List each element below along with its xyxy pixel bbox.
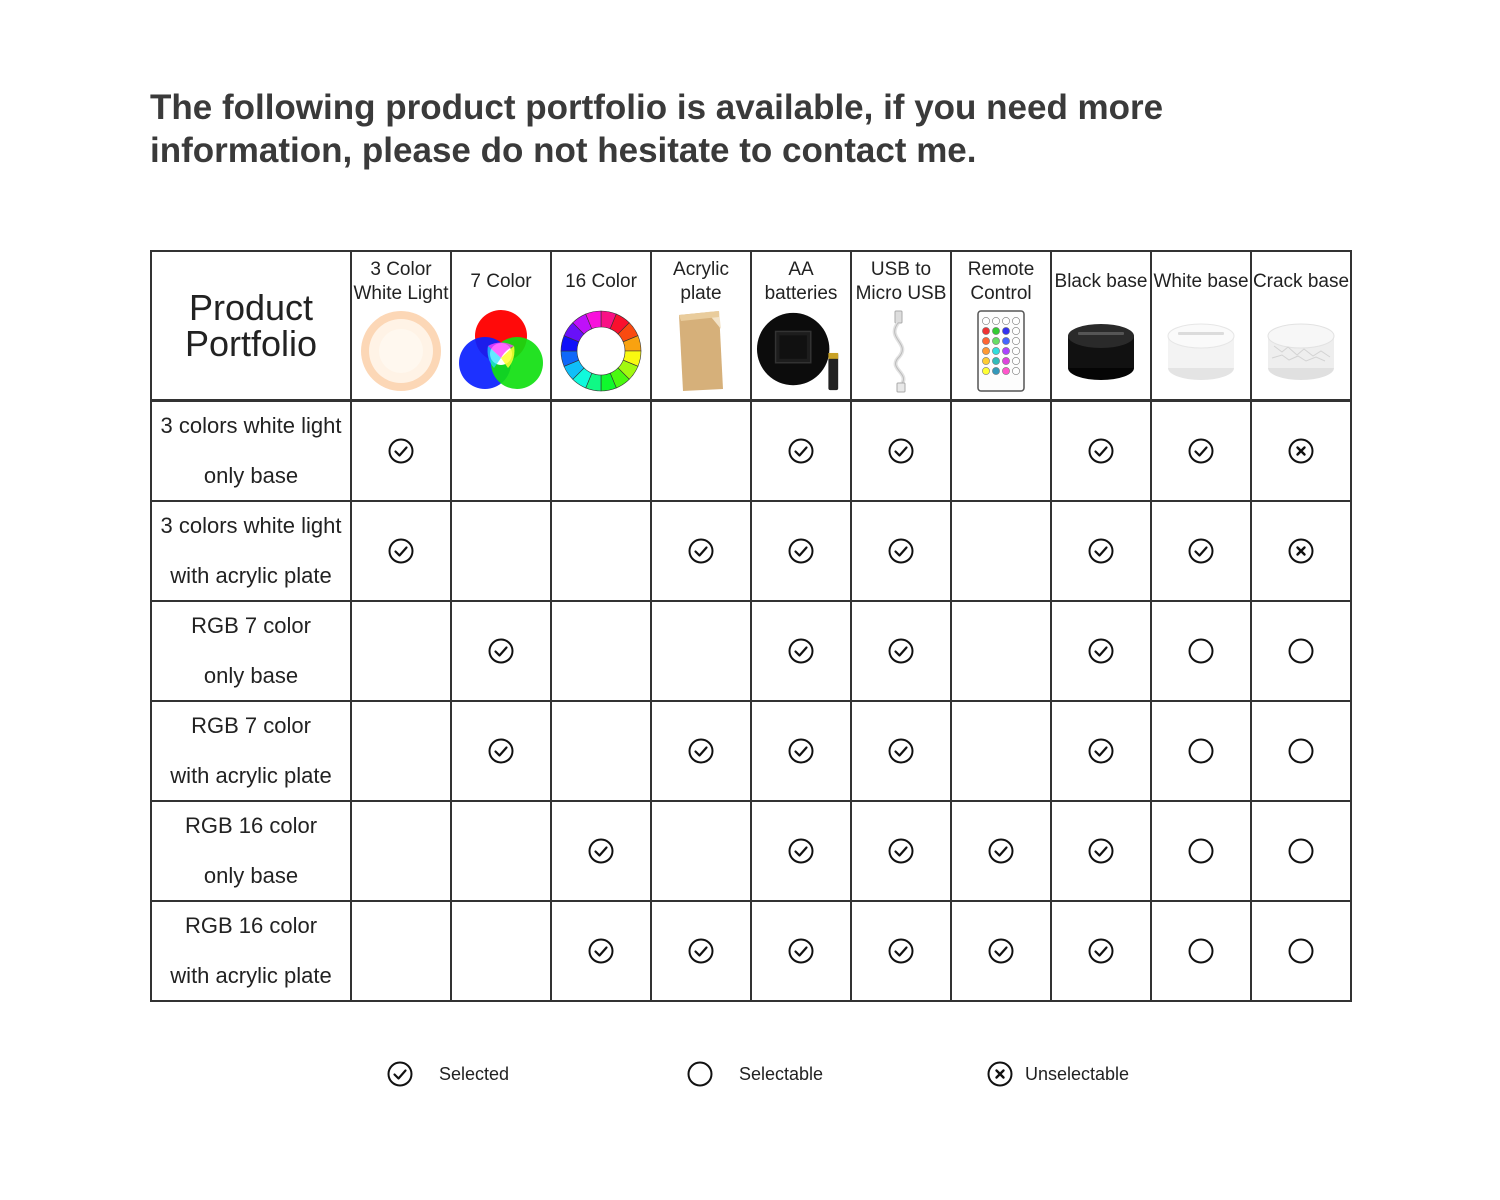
- empty-circle-icon: [1188, 638, 1214, 664]
- empty-circle-icon: [1288, 938, 1314, 964]
- check-circle-icon: [888, 938, 914, 964]
- column-header-sixteen-color: [552, 252, 652, 402]
- legend-selected-label: Selected: [439, 1063, 510, 1084]
- row-label: [152, 502, 352, 602]
- check-circle-icon: [1088, 838, 1114, 864]
- table-cell: [852, 902, 952, 1002]
- row-label-line-1: 3 colors white light: [160, 513, 342, 538]
- table-cell: [1152, 902, 1252, 1002]
- table-cell: [552, 702, 652, 802]
- remote-control-icon: [956, 308, 1046, 394]
- legend-selectable-label: Selectable: [739, 1063, 824, 1084]
- table-cell: [452, 702, 552, 802]
- row-label-line-2: only base: [203, 463, 299, 488]
- check-circle-icon: [488, 738, 514, 764]
- rgb-circles-icon: [456, 308, 546, 394]
- table-cell: [952, 402, 1052, 502]
- column-header-label: 7 Color: [470, 271, 532, 292]
- column-header-seven-color: [452, 252, 552, 402]
- usb-cable-icon: [856, 308, 946, 394]
- table-cell: [952, 902, 1052, 1002]
- row-label: [152, 402, 352, 502]
- column-header-label: Black base: [1054, 271, 1148, 292]
- corner-line-1: Product: [188, 286, 314, 328]
- row-label-line-2: only base: [203, 663, 299, 688]
- product-portfolio-table: [150, 250, 1352, 1002]
- white-base-icon: [1156, 308, 1246, 394]
- column-header-crack-base: [1252, 252, 1352, 402]
- table-cell: [852, 502, 952, 602]
- table-cell: [352, 702, 452, 802]
- row-label-line-1: RGB 7 color: [191, 613, 311, 638]
- legend-selected: [387, 1061, 509, 1087]
- check-circle-icon: [788, 738, 814, 764]
- table-cell: [452, 402, 552, 502]
- legend-unselectable-label: Unselectable: [1025, 1063, 1130, 1084]
- column-header-label: 3 Color White Light: [353, 259, 449, 304]
- table-cell: [952, 702, 1052, 802]
- column-header-label: White base: [1153, 271, 1249, 292]
- check-circle-icon: [1088, 738, 1114, 764]
- check-circle-icon: [888, 538, 914, 564]
- table-cell: [752, 702, 852, 802]
- empty-circle-icon: [687, 1061, 713, 1087]
- table-cell: [752, 902, 852, 1002]
- check-circle-icon: [788, 838, 814, 864]
- empty-circle-icon: [1188, 938, 1214, 964]
- x-circle-icon: [987, 1061, 1013, 1087]
- row-label: [152, 602, 352, 702]
- table-cell: [852, 402, 952, 502]
- check-circle-icon: [588, 838, 614, 864]
- table-cell: [652, 402, 752, 502]
- empty-circle-icon: [1188, 838, 1214, 864]
- row-label-line-2: only base: [203, 863, 299, 888]
- legend-selectable: [687, 1061, 823, 1087]
- row-label: [152, 702, 352, 802]
- column-header-white-base: [1152, 252, 1252, 402]
- table-cell: [352, 602, 452, 702]
- table-cell: [652, 702, 752, 802]
- check-circle-icon: [388, 438, 414, 464]
- check-circle-icon: [788, 538, 814, 564]
- table-cell: [552, 802, 652, 902]
- check-circle-icon: [387, 1061, 413, 1087]
- check-circle-icon: [888, 438, 914, 464]
- three-color-light-icon: [356, 308, 446, 394]
- check-circle-icon: [1088, 638, 1114, 664]
- table-cell: [1252, 602, 1352, 702]
- table-cell: [752, 802, 852, 902]
- table-cell: [452, 802, 552, 902]
- table-cell: [852, 702, 952, 802]
- check-circle-icon: [988, 938, 1014, 964]
- empty-circle-icon: [1288, 738, 1314, 764]
- table-cell: [352, 802, 452, 902]
- row-label-line-2: with acrylic plate: [170, 963, 332, 988]
- check-circle-icon: [1088, 438, 1114, 464]
- black-base-icon: [1056, 308, 1146, 394]
- row-label-line-1: RGB 16 color: [184, 913, 318, 938]
- check-circle-icon: [788, 638, 814, 664]
- row-label-line-2: with acrylic plate: [170, 563, 332, 588]
- column-header-label: 16 Color: [565, 271, 637, 292]
- row-label-line-1: RGB 7 color: [191, 713, 311, 738]
- column-header-aa-batteries: [752, 252, 852, 402]
- column-header-usb-cable: [852, 252, 952, 402]
- crack-base-icon: [1256, 308, 1346, 394]
- table-cell: [1152, 502, 1252, 602]
- table-cell: [452, 902, 552, 1002]
- check-circle-icon: [888, 738, 914, 764]
- table-cell: [1152, 602, 1252, 702]
- table-cell: [1052, 702, 1152, 802]
- table-cell: [352, 402, 452, 502]
- column-header-remote-control: [952, 252, 1052, 402]
- column-header-label: Crack base: [1252, 271, 1350, 292]
- check-circle-icon: [1088, 538, 1114, 564]
- table-cell: [352, 902, 452, 1002]
- table-cell: [1252, 902, 1352, 1002]
- corner-line-2: Portfolio: [184, 322, 318, 364]
- row-label-line-2: with acrylic plate: [170, 763, 332, 788]
- check-circle-icon: [388, 538, 414, 564]
- table-corner-title: [152, 252, 352, 402]
- color-wheel-icon: [556, 308, 646, 394]
- acrylic-plate-icon: [656, 308, 746, 394]
- table-cell: [1052, 902, 1152, 1002]
- check-circle-icon: [1188, 538, 1214, 564]
- table-cell: [1152, 702, 1252, 802]
- table-cell: [452, 502, 552, 602]
- check-circle-icon: [688, 738, 714, 764]
- table-cell: [352, 502, 452, 602]
- legend-unselectable: [987, 1061, 1129, 1087]
- column-header-label: Acrylic plate: [673, 259, 729, 304]
- table-cell: [552, 402, 652, 502]
- check-circle-icon: [988, 838, 1014, 864]
- column-header-label: USB to Micro USB: [855, 259, 947, 304]
- table-cell: [752, 502, 852, 602]
- table-cell: [852, 602, 952, 702]
- x-circle-icon: [1288, 438, 1314, 464]
- empty-circle-icon: [1288, 838, 1314, 864]
- table-cell: [1252, 502, 1352, 602]
- row-label: [152, 802, 352, 902]
- battery-base-icon: [756, 308, 846, 394]
- check-circle-icon: [688, 938, 714, 964]
- headline: The following product portfolio is available, if you need more information, please do not hesitate to contact me.: [150, 88, 1164, 170]
- table-cell: [1252, 702, 1352, 802]
- check-circle-icon: [888, 838, 914, 864]
- table-cell: [752, 402, 852, 502]
- table-cell: [1052, 502, 1152, 602]
- check-circle-icon: [488, 638, 514, 664]
- legend: [0, 1061, 1500, 1091]
- table-cell: [1252, 802, 1352, 902]
- table-cell: [752, 602, 852, 702]
- row-label-line-1: 3 colors white light: [160, 413, 342, 438]
- row-label: [152, 902, 352, 1002]
- table-cell: [452, 602, 552, 702]
- column-header-three-color-white: [352, 252, 452, 402]
- table-cell: [1052, 602, 1152, 702]
- empty-circle-icon: [1188, 738, 1214, 764]
- x-circle-icon: [1288, 538, 1314, 564]
- column-header-acrylic-plate: [652, 252, 752, 402]
- table-cell: [652, 902, 752, 1002]
- check-circle-icon: [788, 938, 814, 964]
- table-cell: [1152, 802, 1252, 902]
- table-cell: [1052, 402, 1152, 502]
- table-cell: [652, 502, 752, 602]
- check-circle-icon: [1088, 938, 1114, 964]
- table-cell: [1152, 402, 1252, 502]
- check-circle-icon: [688, 538, 714, 564]
- table-cell: [1252, 402, 1352, 502]
- column-header-label: AA batteries: [764, 259, 838, 304]
- column-header-label: Remote Control: [967, 259, 1035, 304]
- table-cell: [952, 802, 1052, 902]
- table-cell: [952, 602, 1052, 702]
- table-cell: [652, 802, 752, 902]
- table-cell: [652, 602, 752, 702]
- check-circle-icon: [788, 438, 814, 464]
- table-cell: [852, 802, 952, 902]
- row-label-line-1: RGB 16 color: [184, 813, 318, 838]
- check-circle-icon: [1188, 438, 1214, 464]
- empty-circle-icon: [1288, 638, 1314, 664]
- table-cell: [552, 602, 652, 702]
- table-cell: [552, 902, 652, 1002]
- check-circle-icon: [588, 938, 614, 964]
- check-circle-icon: [888, 638, 914, 664]
- table-cell: [1052, 802, 1152, 902]
- column-header-black-base: [1052, 252, 1152, 402]
- table-cell: [552, 502, 652, 602]
- table-cell: [952, 502, 1052, 602]
